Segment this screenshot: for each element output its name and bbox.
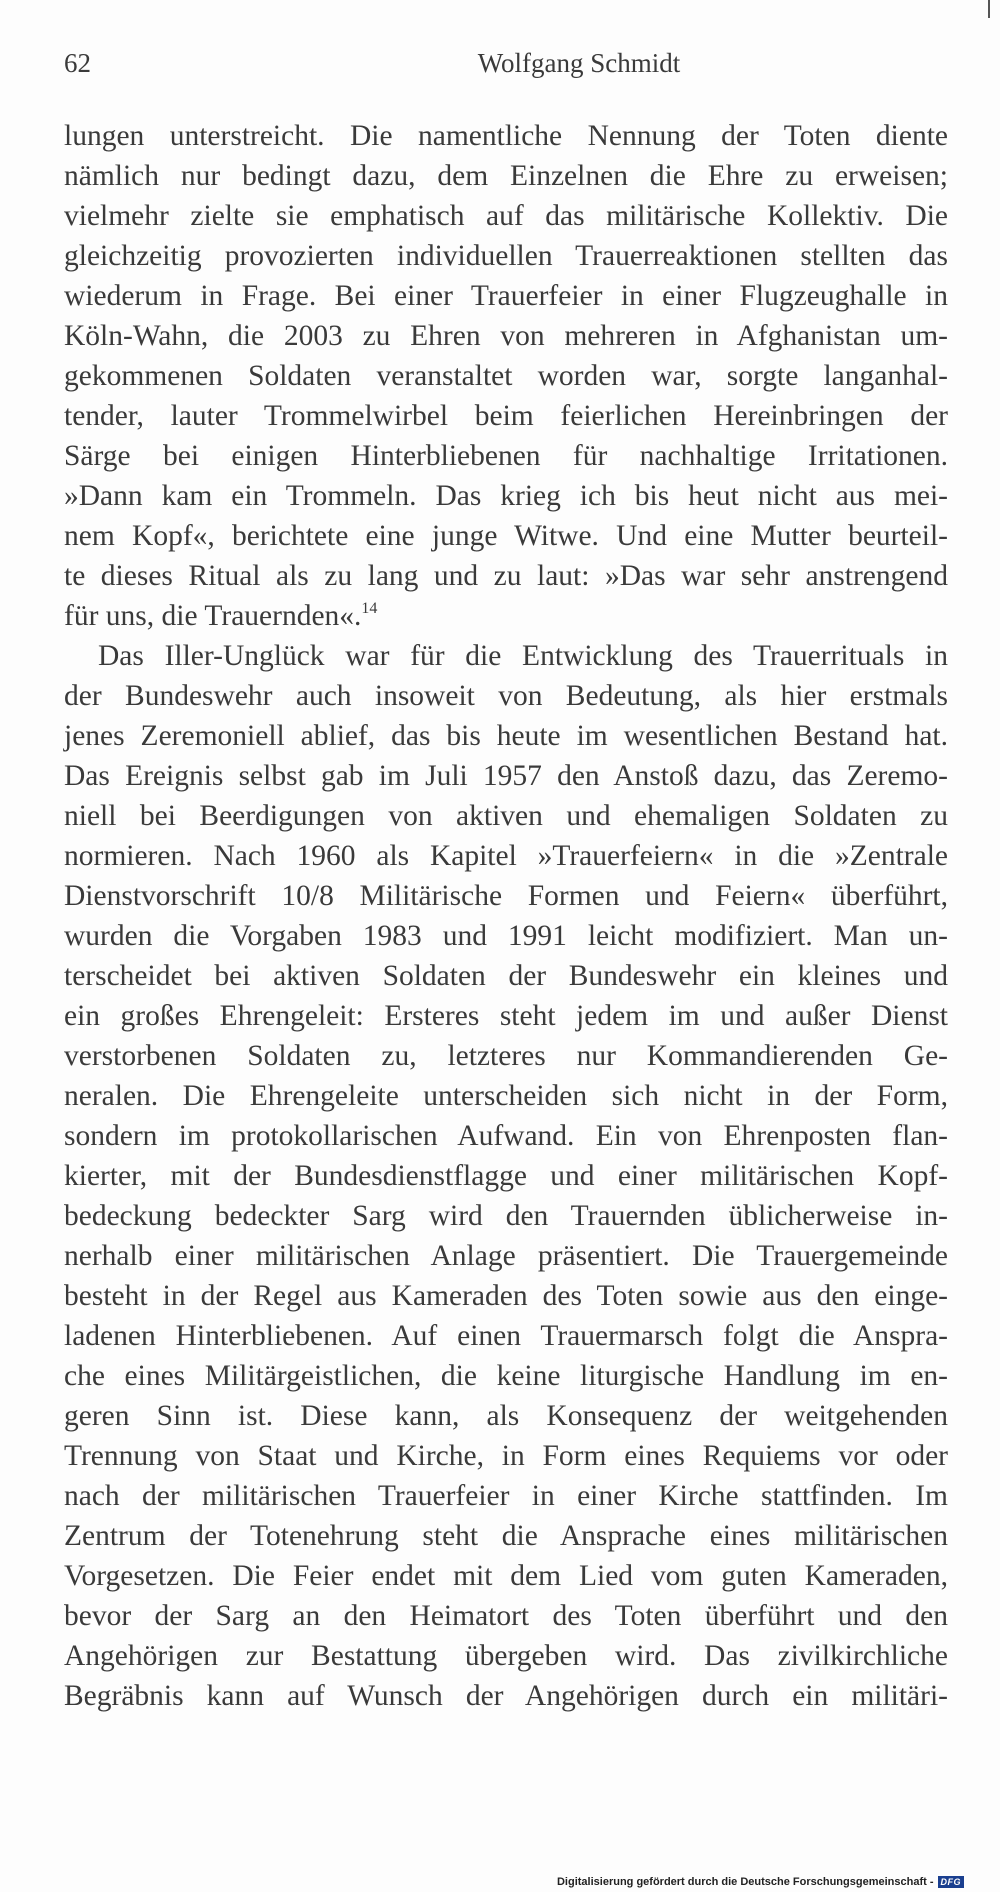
paragraph-2 bbox=[64, 636, 948, 1716]
running-head-author: Wolfgang Schmidt bbox=[477, 48, 681, 78]
text-line: te dieses Ritual als zu lang und zu laut: »Das war sehr anstrengend bbox=[64, 560, 948, 592]
page-header bbox=[64, 48, 934, 88]
text-line: Trennung von Staat und Kirche, in Form eines Requiems vor oder bbox=[64, 1440, 948, 1472]
text-line: Köln-Wahn, die 2003 zu Ehren von mehreren in Afghanistan um- bbox=[64, 320, 948, 352]
text-line: verstorbenen Soldaten zu, letzteres nur Kommandierenden Ge- bbox=[64, 1040, 948, 1072]
text-line: terscheidet bei aktiven Soldaten der Bundeswehr ein kleines und bbox=[64, 960, 948, 992]
text-line: nem Kopf«, berichtete eine junge Witwe. Und eine Mutter beurteil- bbox=[64, 520, 948, 552]
text-line: ladenen Hinterbliebenen. Auf einen Trauermarsch folgt die Anspra- bbox=[64, 1320, 948, 1352]
text-line: vielmehr zielte sie emphatisch auf das militärische Kollektiv. Die bbox=[64, 200, 948, 232]
text-line: jenes Zeremoniell ablief, das bis heute im wesentlichen Bestand hat. bbox=[64, 720, 948, 752]
text-line: der Bundeswehr auch insoweit von Bedeutung, als hier erstmals bbox=[64, 680, 948, 712]
text-line: geren Sinn ist. Diese kann, als Konsequenz der weitgehenden bbox=[64, 1400, 948, 1432]
text-line: ein großes Ehrengeleit: Ersteres steht jedem im und außer Dienst bbox=[64, 1000, 948, 1032]
text-line: Särge bei einigen Hinterbliebenen für nachhaltige Irritationen. bbox=[64, 440, 948, 472]
text-line-first: Das Iller-Unglück war für die Entwicklung des Trauerrituals in bbox=[98, 640, 948, 672]
paragraph-1 bbox=[64, 116, 948, 636]
page-number: 62 bbox=[64, 48, 91, 78]
text-line: »Dann kam ein Trommeln. Das krieg ich bis heut nicht aus mei- bbox=[64, 480, 948, 512]
text-line: Zentrum der Totenehrung steht die Ansprache eines militärischen bbox=[64, 1520, 948, 1552]
text-line: gekommenen Soldaten veranstaltet worden war, sorgte langanhal- bbox=[64, 360, 948, 392]
text-line: bedeckung bedeckter Sarg wird den Trauernden üblicherweise in- bbox=[64, 1200, 948, 1232]
text-line: neralen. Die Ehrengeleite unterscheiden sich nicht in der Form, bbox=[64, 1080, 948, 1112]
text-line: Vorgesetzen. Die Feier endet mit dem Lied vom guten Kameraden, bbox=[64, 1560, 948, 1592]
text-line: Angehörigen zur Bestattung übergeben wird. Das zivilkirchliche bbox=[64, 1640, 948, 1672]
text-line: normieren. Nach 1960 als Kapitel »Trauerfeiern« in die »Zentrale bbox=[64, 840, 948, 872]
text-line: kierter, mit der Bundesdienstflagge und einer militärischen Kopf- bbox=[64, 1160, 948, 1192]
text-line: Dienstvorschrift 10/8 Militärische Formen und Feiern« überführt, bbox=[64, 880, 948, 912]
text-line: besteht in der Regel aus Kameraden des Toten sowie aus den einge- bbox=[64, 1280, 948, 1312]
body-text bbox=[64, 116, 948, 1716]
text-line: Begräbnis kann auf Wunsch der Angehörigen durch ein militäri- bbox=[64, 1680, 948, 1712]
dfg-logo: DFG bbox=[938, 1876, 965, 1888]
text-line: nerhalb einer militärischen Anlage präsentiert. Die Trauergemeinde bbox=[64, 1240, 948, 1272]
text-line: niell bei Beerdigungen von aktiven und ehemaligen Soldaten zu bbox=[64, 800, 948, 832]
credit-text: Digitalisierung gefördert durch die Deutsche Forschungsgemeinschaft - bbox=[556, 1876, 934, 1888]
text-line: bevor der Sarg an den Heimatort des Toten überführt und den bbox=[64, 1600, 948, 1632]
scan-edge-mark bbox=[988, 0, 990, 18]
footnote-reference[interactable]: 14 bbox=[361, 600, 378, 617]
text-line: che eines Militärgeistlichen, die keine liturgische Handlung im en- bbox=[64, 1360, 948, 1392]
text-line: Das Ereignis selbst gab im Juli 1957 den Anstoß dazu, das Zeremo- bbox=[64, 760, 948, 792]
text-line: nämlich nur bedingt dazu, dem Einzelnen die Ehre zu erweisen; bbox=[64, 160, 948, 192]
text-line: sondern im protokollarischen Aufwand. Ein von Ehrenposten flan- bbox=[64, 1120, 948, 1152]
text-line: wurden die Vorgaben 1983 und 1991 leicht modifiziert. Man un- bbox=[64, 920, 948, 952]
text-line-last bbox=[64, 596, 948, 636]
text-line: wiederum in Frage. Bei einer Trauerfeier in einer Flugzeughalle in bbox=[64, 280, 948, 312]
text-line: tender, lauter Trommelwirbel beim feierlichen Hereinbringen der bbox=[64, 400, 948, 432]
text-line: lungen unterstreicht. Die namentliche Nennung der Toten diente bbox=[64, 120, 948, 152]
text-line: gleichzeitig provozierten individuellen Trauerreaktionen stellten das bbox=[64, 240, 948, 272]
text-line: nach der militärischen Trauerfeier in einer Kirche stattfinden. Im bbox=[64, 1480, 948, 1512]
digitization-credit bbox=[557, 1876, 964, 1888]
text-line-content: für uns, die Trauernden«. bbox=[64, 600, 362, 632]
